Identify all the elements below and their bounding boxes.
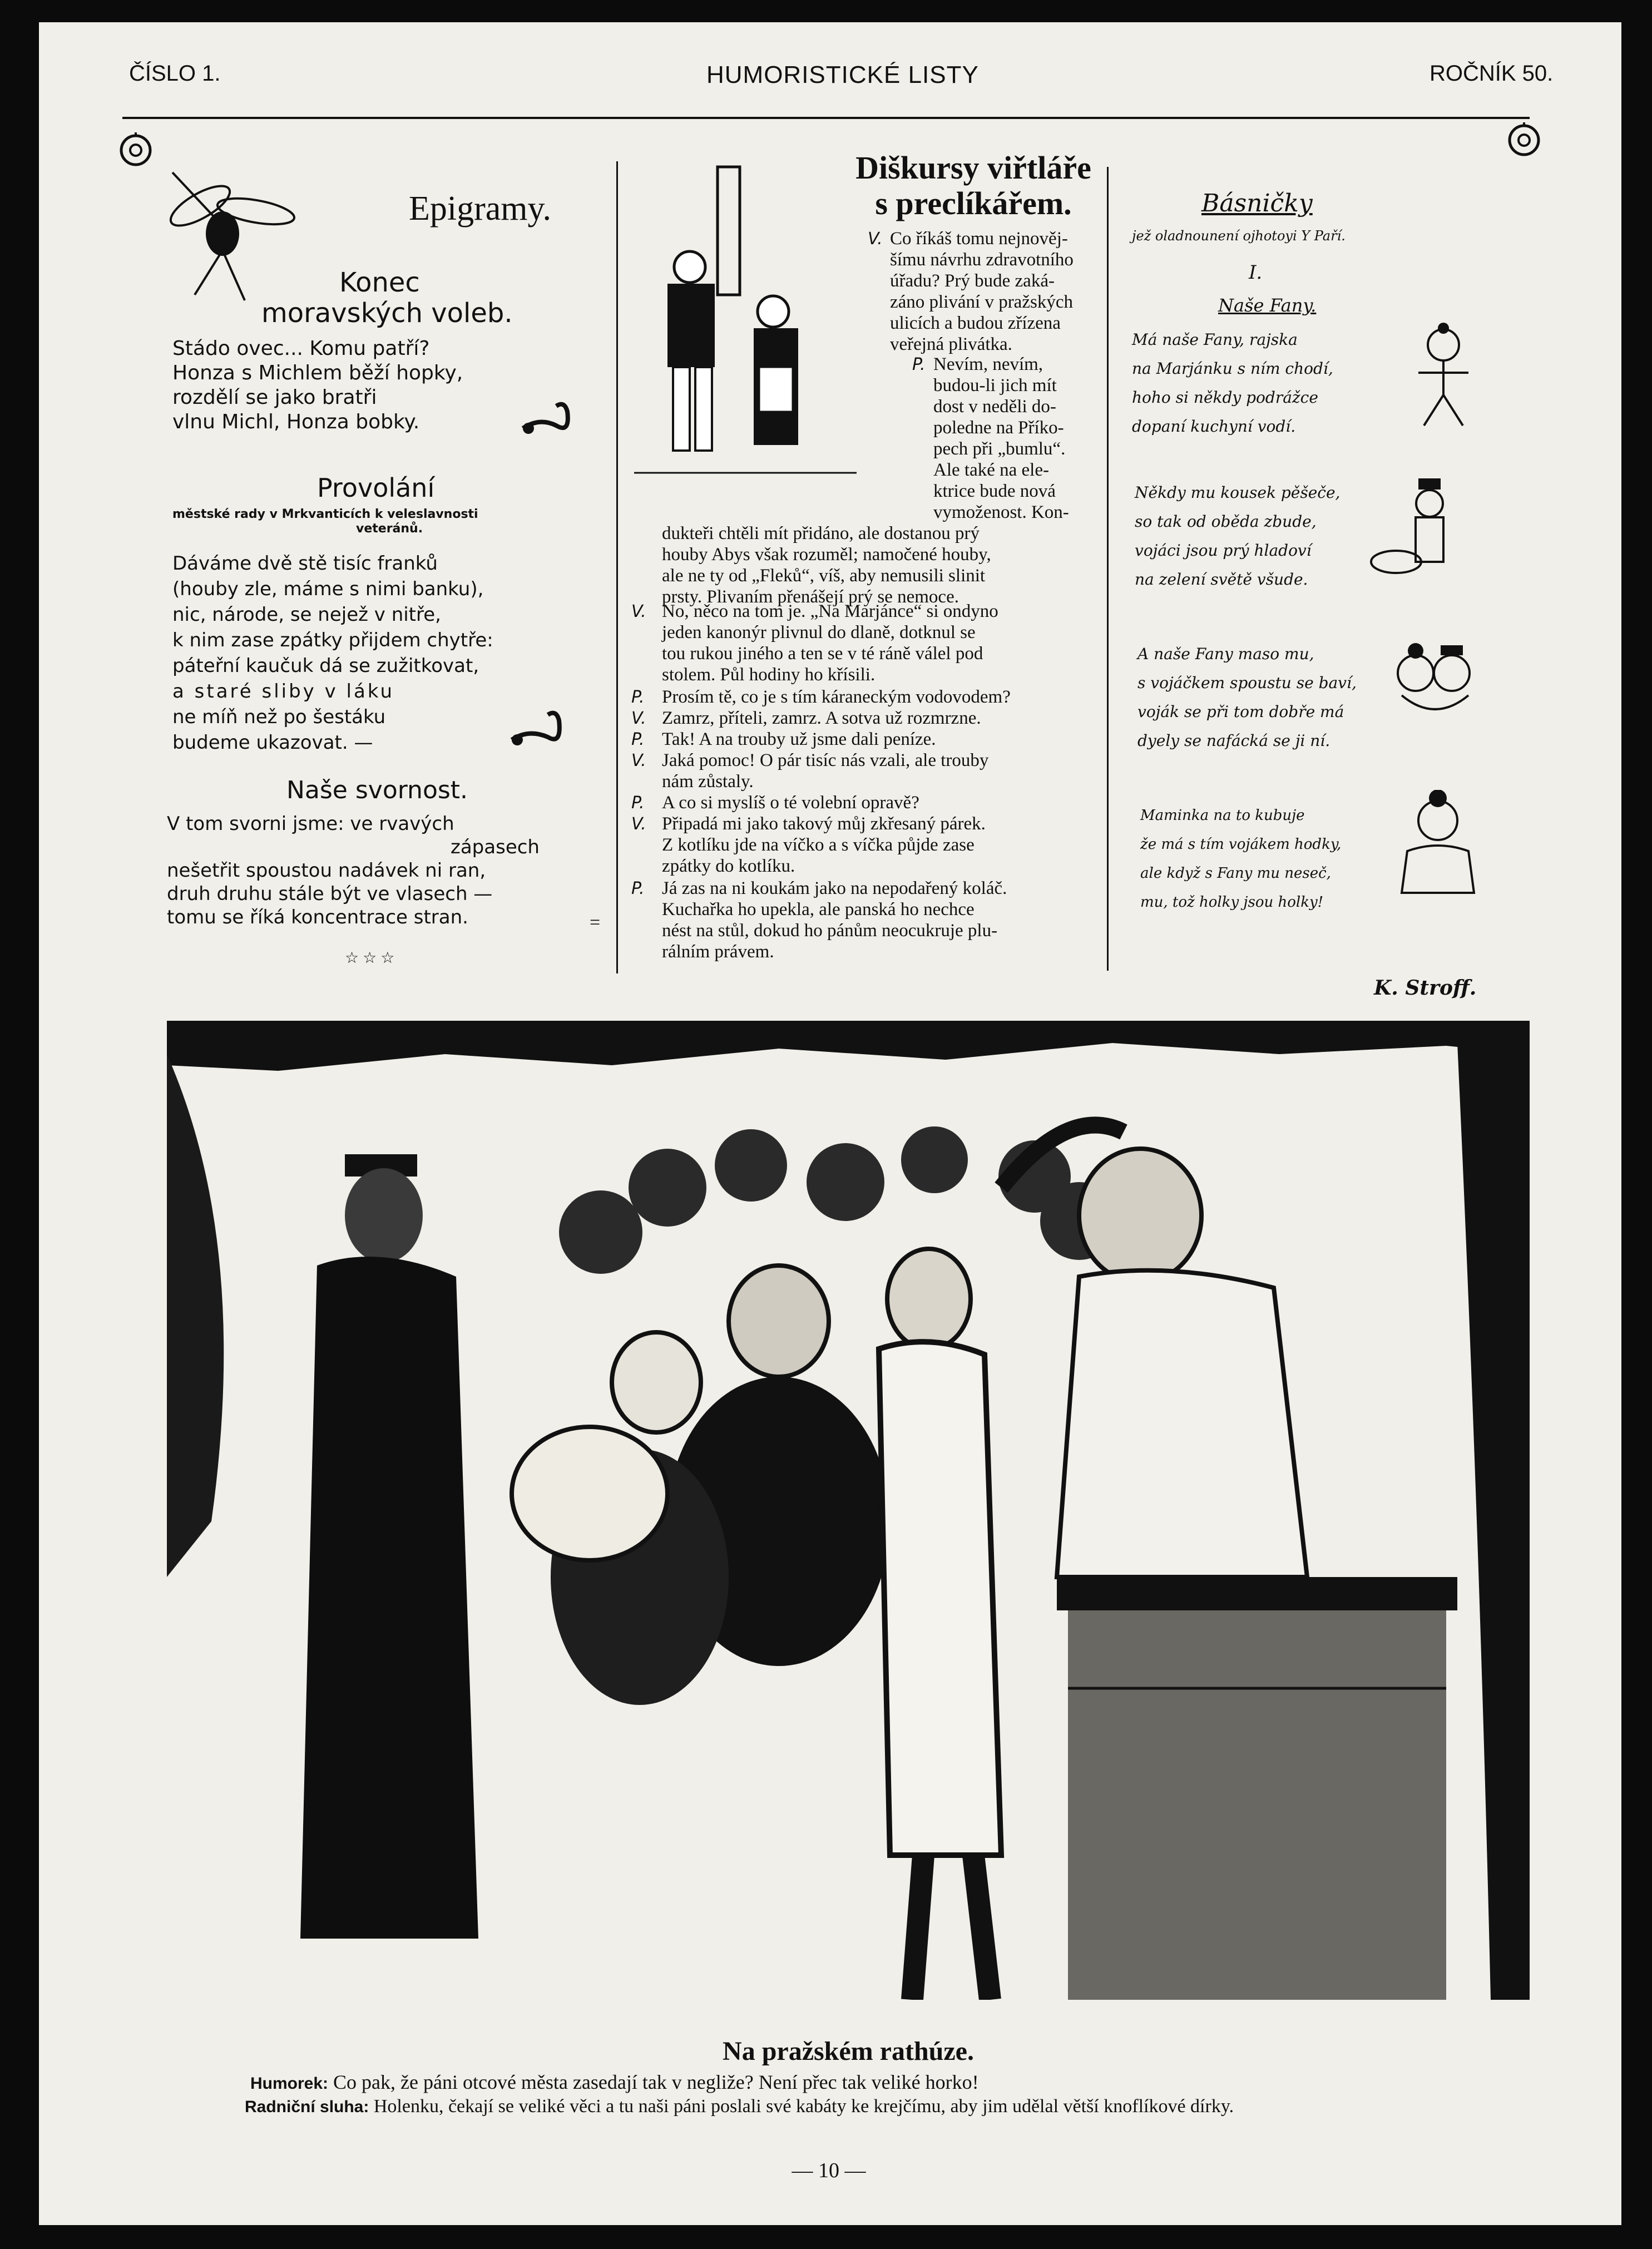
poem-line: páteřní kaučuk dá se zužitkovat, xyxy=(172,655,479,677)
provolani-subtitle-2: veteránů. xyxy=(356,522,423,536)
mosquito-illustration xyxy=(161,161,306,306)
poem-line: Honza s Michlem běží hopky, xyxy=(172,362,463,384)
p5-text: Tak! A na trouby už jsme dali peníze. xyxy=(662,729,936,749)
speaker-v: V. xyxy=(631,751,646,770)
speaker-p: P. xyxy=(631,730,645,749)
poem-line: V tom svorni jsme: ve rvavých xyxy=(167,813,454,835)
basnicky-title: Básničky xyxy=(1201,189,1313,218)
p9-text: Já zas na ni koukám jako na nepodařený koláč. Kuchařka ho upekla, ale panská ho nechce nést na stůl, dokud ho pánům neocukruje plu- rálním právem. xyxy=(662,878,1007,962)
stanza-1: Má naše Fany, rajska na Marjánku s ním chodí, hoho si někdy podrážce dopaní kuchyní vodí. xyxy=(1132,330,1333,436)
doodle-soldier-eating xyxy=(1368,478,1468,590)
speaker-p: P. xyxy=(631,879,645,898)
stanza-2: Někdy mu kousek pěšeče, so tak od oběda zbude, vojáci jsou prý hladoví na zelení světě všude. xyxy=(1135,483,1341,589)
v2-text: No, něco na tom je. „Na Marjánce“ si ondyno jeden kanonýr plivnul do dlaně, dotknul se tou rukou jiného a ten se v té ráně válel pod stolem. Půl hodiny ho křísili. xyxy=(662,601,998,685)
caption-text-1: Co pak, že páni otcové města zasedají tak v negliže? Není přec tak veliké horko! xyxy=(333,2071,979,2093)
signature: K. Stroff. xyxy=(1374,976,1477,1000)
stanza-4: Maminka na to kubuje že má s tím vojákem hodky, ale když s Fany mu neseč, mu, tož holky jsou holky! xyxy=(1140,807,1342,911)
provolani-poem xyxy=(172,551,493,755)
poem-line: nic, národe, se nejež v nitře, xyxy=(172,604,441,626)
poem-line: rozdělí se jako bratři xyxy=(172,386,377,409)
speaker-v: V. xyxy=(631,709,646,728)
poem-line: (houby zle, máme s nimi banku), xyxy=(172,578,484,600)
stanza1-title: Naše Fany. xyxy=(1218,295,1317,316)
speaker-p: P. xyxy=(631,793,645,813)
poem-line: budeme ukazovat. — xyxy=(172,731,373,754)
caption-text-2: Holenku, čekají se veliké věci a tu naši páni poslali své kabáty ke krejčímu, aby jim udělal větší knoflíkové dírky. xyxy=(373,2096,1234,2117)
doodle-mother xyxy=(1391,790,1485,896)
provolani-subtitle-1: městské rady v Mrkvanticích k veleslavnosti xyxy=(172,507,478,521)
volume-number: ROČNÍK 50. xyxy=(1430,61,1554,86)
column-rule-left xyxy=(616,161,618,973)
speaker-v: V. xyxy=(631,602,646,621)
doodle-girl-1 xyxy=(1407,323,1480,428)
scorpion-illustration-2 xyxy=(506,706,578,757)
poem-line: Dáváme dvě stě tisíc franků xyxy=(172,552,438,575)
masthead-title: HUMORISTICKÉ LISTY xyxy=(706,61,979,88)
epigramy-title: Epigramy. xyxy=(409,190,551,228)
right-ornament-icon xyxy=(1506,122,1542,158)
v6-text: Jaká pomoc! O pár tisíc nás vzali, ale trouby nám zůstaly. xyxy=(662,750,989,792)
poem-line: Stádo ovec... Komu patří? xyxy=(172,337,430,360)
scorpion-illustration xyxy=(517,395,578,445)
caption-line-1 xyxy=(250,2070,979,2094)
vendors-illustration xyxy=(634,161,857,490)
caption-speaker-1: Humorek: xyxy=(250,2074,329,2093)
header-rule xyxy=(122,117,1530,119)
p3-text: Prosím tě, co je s tím káraneckým vodovodem? xyxy=(662,687,1011,707)
stars-divider: ☆ ☆ ☆ xyxy=(345,950,395,967)
intro-text: Co říkáš tomu nejnověj- šímu návrhu zdravotního úřadu? Prý bude zaká- záno plivání v pražských ulicích a budou zřízena veřejná plivátka. xyxy=(890,229,1074,354)
p7-text: A co si myslíš o té volební opravě? xyxy=(662,793,919,813)
konec-title-1: Konec xyxy=(339,267,420,298)
poem-line: druh druhu stále být ve vlasech — xyxy=(167,883,493,905)
svornost-title: Naše svornost. xyxy=(286,776,468,804)
konec-poem xyxy=(172,337,463,434)
v8-text: Připadá mi jako takový můj zkřesaný párek. Z kotlíku jde na víčko a s víčka půjde zase zpátky do kotlíku. xyxy=(662,814,986,876)
p1-continued: dukteři chtěli mít přidáno, ale dostanou prý houby Abys však rozuměl; namočené houby, ale ne ty od „Fleků“, víš, aby nemusili slinit prsty. Plivaním přenášejí prý se nemoce. xyxy=(662,523,991,607)
provolani-title: Provolání xyxy=(317,473,435,503)
roman-numeral: I. xyxy=(1249,261,1263,284)
column-rule-right xyxy=(1107,167,1109,971)
poem-line: tomu se říká koncentrace stran. xyxy=(167,906,468,928)
diskursy-title xyxy=(829,150,1118,221)
v4-text: Zamrz, příteli, zamrz. A sotva už rozmrzne. xyxy=(662,708,981,728)
speaker-v: V. xyxy=(868,229,883,249)
page-number: — 10 — xyxy=(792,2159,866,2182)
equals-mark: = xyxy=(590,912,601,933)
issue-number: ČÍSLO 1. xyxy=(129,61,221,86)
title-line-1: Diškursy viřtláře xyxy=(855,150,1091,186)
konec-title-2: moravských voleb. xyxy=(261,298,513,329)
speaker-p: P. xyxy=(912,355,926,374)
caption-line-2 xyxy=(245,2096,1234,2117)
p1-text: Nevím, nevím, budou-li jich mít dost v neděli do- poledne na Příko- pech při „bumlu“. Ale také na ele- ktrice bude nová vymoženost. Kon- xyxy=(933,354,1069,522)
svornost-poem xyxy=(167,812,540,929)
poem-line: ne míň než po šestáku xyxy=(172,706,386,728)
cartoon-title: Na pražském rathúze. xyxy=(723,2037,974,2066)
poem-line: a staré sliby v láku xyxy=(172,680,394,703)
cartoon-illustration xyxy=(167,1021,1530,2000)
poem-line: vlnu Michl, Honza bobky. xyxy=(172,411,420,433)
left-ornament-icon xyxy=(118,132,154,168)
speaker-v: V. xyxy=(631,814,646,834)
poem-line: nešetřit spoustou nadávek ni ran, xyxy=(167,859,486,882)
poem-line: zápasech xyxy=(451,836,540,858)
basnicky-subtitle: jež oladnounení ojhotoyi Y Paří. xyxy=(1132,228,1346,244)
caption-speaker-2: Radniční sluha: xyxy=(245,2098,369,2116)
poem-line: k nim zase zpátky přijdem chytře: xyxy=(172,629,493,651)
stanza-3: A naše Fany maso mu, s vojáčkem spoustu se baví, voják se při tom dobře má dyely se nafácká se ji ní. xyxy=(1137,645,1357,750)
speaker-p: P. xyxy=(631,688,645,707)
doodle-couple-kiss xyxy=(1385,634,1485,734)
title-line-2: s preclíkářem. xyxy=(875,185,1072,221)
